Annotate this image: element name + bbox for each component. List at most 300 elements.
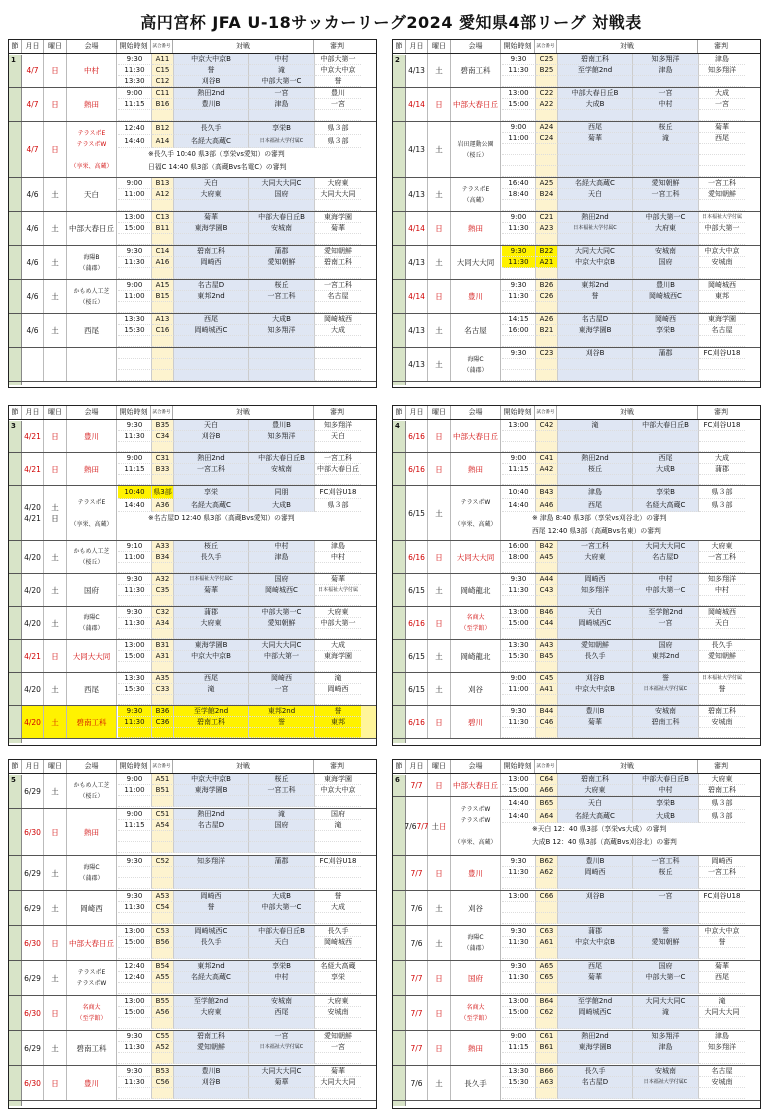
home-team: 岡崎西 (558, 574, 633, 585)
home-team: 享栄 (174, 486, 249, 499)
match-row (118, 1088, 376, 1099)
match-venue: 天白 (67, 178, 117, 211)
home-team: 東邦2nd (174, 961, 249, 972)
home-team: 豊川B (558, 856, 633, 867)
match-row (502, 110, 760, 121)
home-team: 天白 (174, 178, 249, 189)
away-team: 一宮 (249, 88, 315, 99)
match-id: B16 (152, 99, 174, 110)
home-team: 蒲郡 (558, 926, 633, 937)
home-team (558, 913, 633, 924)
match-row (118, 1018, 376, 1029)
kickoff-time: 15:00 (502, 618, 536, 629)
match-row (118, 420, 376, 431)
referee-team: 知多翔洋 (315, 420, 361, 431)
kickoff-time (118, 948, 152, 959)
match-id: A22 (536, 99, 558, 110)
match-weekday (44, 348, 67, 381)
away-team: 菊華 (249, 1077, 315, 1088)
match-id (152, 867, 174, 878)
referee-team: 西尾 (699, 133, 745, 144)
away-team (633, 442, 699, 453)
match-date: 4/13 (406, 54, 428, 87)
header-cell: 曜日 (44, 760, 67, 773)
home-team (174, 662, 249, 672)
match-id (536, 359, 558, 370)
match-rows (502, 891, 760, 925)
referee-team (699, 728, 745, 738)
referee-team (315, 268, 361, 279)
away-team (633, 268, 699, 279)
kickoff-time: 13:00 (502, 420, 536, 431)
kickoff-time (502, 1053, 536, 1064)
referee-team: 岡崎城西 (699, 280, 745, 291)
header-cell: 会場 (451, 760, 501, 773)
match-id (536, 200, 558, 211)
away-team (249, 234, 315, 245)
match-id: A11 (152, 54, 174, 65)
home-team: 大府東 (558, 785, 633, 796)
match-weekday: 土 (44, 574, 67, 606)
match-id: C14 (152, 246, 174, 257)
away-team (633, 878, 699, 889)
match-rows (502, 541, 760, 573)
match-id (152, 1053, 174, 1064)
kickoff-time (118, 200, 152, 211)
match-id: C62 (536, 1007, 558, 1018)
match-id: A35 (152, 673, 174, 684)
match-venue: 熱田 (67, 809, 117, 855)
referee-team: 愛知朝鮮 (699, 189, 745, 200)
referee-note: 日福C 14:40 県3部（高蔵Bvs名電C）の審判 (148, 163, 287, 171)
kickoff-time: 13:30 (502, 1066, 536, 1077)
match-row (118, 336, 376, 347)
away-team: 享栄B (633, 486, 699, 499)
kickoff-time: 11:30 (502, 937, 536, 948)
kickoff-time (502, 563, 536, 573)
match-id (536, 144, 558, 155)
match-weekday: 土 (44, 314, 67, 347)
match-date: 7/7 (406, 996, 428, 1030)
kickoff-time: 12:40 (118, 972, 152, 983)
match-rows (118, 453, 376, 485)
referee-team: 名古屋 (315, 291, 361, 302)
home-team (174, 867, 249, 878)
kickoff-time (502, 902, 536, 913)
referee-team: 誉 (699, 684, 745, 695)
referee-team (699, 110, 745, 121)
home-team: 豊川B (174, 1066, 249, 1077)
home-team: 東海学園B (174, 785, 249, 796)
match-id: C21 (536, 212, 558, 223)
home-team (174, 442, 249, 452)
match-rows (502, 797, 760, 855)
match-id (152, 629, 174, 639)
match-rows (502, 706, 760, 738)
match-date: 4/21 (22, 640, 44, 672)
referee-team: FC刈谷U18 (699, 891, 745, 902)
referee-team: 大成 (315, 325, 361, 336)
home-team (174, 878, 249, 889)
match-id: A21 (536, 257, 558, 268)
match-venue: テラスポE （享栄、高蔵） (67, 486, 117, 540)
match-venue: 西尾 (67, 314, 117, 347)
match-rows (502, 280, 760, 313)
match-id: B22 (536, 246, 558, 257)
kickoff-time (118, 359, 152, 370)
kickoff-time: 11:30 (502, 223, 536, 234)
away-team: 中村 (633, 99, 699, 110)
referee-team (315, 1018, 361, 1029)
home-team (558, 166, 633, 177)
referee-team: 大成 (315, 902, 361, 913)
away-team: 岡崎城西C (633, 291, 699, 302)
match-row (118, 563, 376, 573)
kickoff-time (502, 234, 536, 245)
header-cell: 曜日 (44, 406, 67, 419)
home-team: 熱田2nd (558, 1031, 633, 1042)
match-row (118, 574, 376, 585)
match-rows (118, 926, 376, 960)
match-row (118, 65, 376, 76)
match-id: A51 (152, 774, 174, 785)
header-cell: 審判 (330, 42, 344, 50)
referee-team: 中京大中京 (315, 785, 361, 796)
away-team (633, 234, 699, 245)
schedule-panel-sec5 (8, 759, 377, 1109)
away-team: 滝 (249, 65, 315, 76)
home-team (174, 596, 249, 606)
block-list (9, 420, 376, 739)
kickoff-time: 14:40 (502, 797, 536, 810)
match-venue: 豊川 (67, 420, 117, 452)
match-id (536, 948, 558, 959)
referee-team (315, 442, 361, 452)
referee-team (699, 76, 745, 87)
kickoff-time: 9:30 (118, 891, 152, 902)
match-id (152, 336, 174, 347)
away-team: 一宮 (633, 891, 699, 902)
kickoff-time: 9:30 (502, 280, 536, 291)
header-cell: 月日 (406, 40, 428, 53)
kickoff-time: 9:30 (118, 607, 152, 618)
home-team (174, 370, 249, 381)
match-id (536, 155, 558, 166)
match-id: A32 (152, 574, 174, 585)
away-team: 一宮 (633, 618, 699, 629)
kickoff-time: 9:10 (118, 541, 152, 552)
match-id: C61 (536, 1031, 558, 1042)
away-team: 岡崎城西C (249, 585, 315, 596)
home-team: 知多翔洋 (174, 856, 249, 867)
match-venue: 豊川 (451, 856, 501, 890)
kickoff-time: 11:30 (502, 867, 536, 878)
match-id: A46 (536, 499, 558, 512)
match-row (118, 926, 376, 937)
match-row (502, 926, 760, 937)
match-id: C43 (536, 585, 558, 596)
match-id (536, 878, 558, 889)
match-id: A52 (152, 1042, 174, 1053)
home-team: 東海学園B (558, 325, 633, 336)
kickoff-time: 15:30 (502, 651, 536, 662)
match-row (502, 257, 760, 268)
match-id: A14 (152, 135, 174, 148)
away-team: 誉 (633, 673, 699, 684)
kickoff-time: 13:00 (502, 891, 536, 902)
match-block (9, 122, 376, 178)
away-team: 享栄B (633, 325, 699, 336)
home-team: 碧南工科 (174, 1031, 249, 1042)
away-team: 蒲郡 (249, 246, 315, 257)
referee-team (315, 348, 361, 359)
match-id: B51 (152, 785, 174, 796)
match-date: 4/6 (22, 280, 44, 313)
away-team: 豊川B (249, 420, 315, 431)
home-team (174, 1053, 249, 1064)
home-team (174, 563, 249, 573)
match-date: 6/30 (22, 996, 44, 1030)
away-team: 東邦2nd (249, 706, 315, 717)
match-id (152, 596, 174, 606)
match-row (118, 618, 376, 629)
referee-team (315, 200, 361, 211)
match-id (536, 902, 558, 913)
match-block (393, 673, 760, 706)
match-row (502, 200, 760, 211)
referee-team: 天白 (315, 431, 361, 442)
home-team (174, 1018, 249, 1029)
match-row (118, 695, 376, 705)
match-id (152, 359, 174, 370)
kickoff-time (118, 302, 152, 313)
referee-team (699, 370, 745, 381)
header-cell: 開始時刻 (501, 40, 535, 53)
match-block (393, 797, 760, 856)
home-team: 西尾 (174, 314, 249, 325)
match-weekday: 土 (44, 673, 67, 705)
referee-team (699, 629, 745, 639)
header-cell: 月日 (406, 406, 428, 419)
match-id: C11 (152, 88, 174, 99)
match-row (502, 552, 760, 563)
away-team: 大成B (633, 810, 699, 823)
match-rows (502, 178, 760, 211)
home-team (558, 76, 633, 87)
away-team: 一宮工科 (249, 785, 315, 796)
referee-team (699, 431, 745, 442)
match-row (502, 302, 760, 313)
kickoff-time: 9:00 (118, 809, 152, 820)
header-cell: 曜日 (44, 40, 67, 53)
referee-team: 滝 (315, 673, 361, 684)
match-rows (118, 774, 376, 808)
away-team (633, 200, 699, 211)
match-id (536, 728, 558, 738)
referee-team (315, 596, 361, 606)
away-team: 大同大大同C (633, 541, 699, 552)
kickoff-time: 14:40 (118, 499, 152, 512)
home-team: 大府東 (174, 618, 249, 629)
kickoff-time: 9:30 (118, 706, 152, 717)
match-id: A42 (536, 464, 558, 475)
home-team: 熱田2nd (174, 88, 249, 99)
match-block (9, 314, 376, 348)
match-row (118, 796, 376, 807)
match-id (152, 348, 174, 359)
kickoff-time (502, 983, 536, 994)
match-weekday: 土 (428, 122, 451, 177)
referee-team: 大同大大同 (315, 1077, 361, 1088)
match-id: B65 (536, 797, 558, 810)
match-venue: 中部大春日丘 (451, 88, 501, 121)
kickoff-time (502, 431, 536, 442)
match-block (9, 856, 376, 891)
match-date: 6/15 (406, 640, 428, 672)
match-id: B62 (536, 856, 558, 867)
away-team (633, 629, 699, 639)
kickoff-time (502, 166, 536, 177)
kickoff-time: 15:00 (502, 785, 536, 796)
match-date: 7/7 (406, 856, 428, 890)
kickoff-time: 13:00 (502, 88, 536, 99)
match-rows (118, 178, 376, 211)
home-team: 中京大中京B (558, 684, 633, 695)
match-block (393, 996, 760, 1031)
match-date: 4/14 (406, 88, 428, 121)
match-weekday: 日 (44, 996, 67, 1030)
kickoff-time: 9:30 (502, 348, 536, 359)
match-row (502, 442, 760, 453)
match-id: C12 (152, 76, 174, 87)
kickoff-time: 9:00 (502, 212, 536, 223)
match-weekday: 日 (44, 926, 67, 960)
match-venue: 大同大大同 (67, 640, 117, 672)
referee-team (315, 878, 361, 889)
match-id: B66 (536, 1066, 558, 1077)
away-team: 西尾 (249, 1007, 315, 1018)
match-id: B36 (152, 706, 174, 717)
match-id: C44 (536, 618, 558, 629)
kickoff-time: 13:00 (118, 996, 152, 1007)
home-team: 刈谷B (558, 673, 633, 684)
referee-team (699, 359, 745, 370)
referee-team: 知多翔洋 (699, 574, 745, 585)
match-id: C54 (152, 902, 174, 913)
home-team: 名古屋D (174, 280, 249, 291)
referee-team (699, 948, 745, 959)
away-team (249, 842, 315, 853)
match-id (536, 1018, 558, 1029)
home-team (174, 983, 249, 994)
match-id (536, 302, 558, 313)
match-row (502, 585, 760, 596)
match-block (9, 1066, 376, 1101)
match-block (9, 88, 376, 122)
home-team (558, 144, 633, 155)
match-block (393, 1066, 760, 1101)
home-team (174, 475, 249, 485)
match-weekday: 土 (44, 891, 67, 925)
home-team: 名経大高蔵C (558, 810, 633, 823)
match-weekday: 日 (428, 541, 451, 573)
section-number: 3 (11, 422, 16, 430)
away-team (633, 695, 699, 705)
referee-team: 菊華 (699, 122, 745, 133)
away-team: 岡崎西 (249, 673, 315, 684)
kickoff-time: 13:00 (118, 640, 152, 651)
kickoff-time: 9:00 (502, 1031, 536, 1042)
match-id (536, 1053, 558, 1064)
match-row (118, 348, 376, 359)
schedule-panel-sec6 (392, 759, 761, 1109)
match-rows (118, 640, 376, 672)
referee-team (699, 1018, 745, 1029)
kickoff-time (502, 913, 536, 924)
match-id (536, 76, 558, 87)
kickoff-time: 11:30 (118, 585, 152, 596)
match-row (118, 629, 376, 639)
away-team: 津島 (249, 552, 315, 563)
match-id: A54 (152, 820, 174, 831)
match-row (502, 1053, 760, 1064)
match-weekday: 土 (44, 1031, 67, 1065)
match-block (393, 891, 760, 926)
match-row (118, 996, 376, 1007)
match-id (536, 431, 558, 442)
home-team (558, 359, 633, 370)
header-cell: 対戦 (557, 406, 698, 419)
kickoff-time: 9:30 (502, 926, 536, 937)
match-id (152, 695, 174, 705)
kickoff-time: 9:00 (118, 453, 152, 464)
match-id: C31 (152, 453, 174, 464)
match-weekday: 日 (44, 1066, 67, 1100)
match-id (152, 796, 174, 807)
referee-team (315, 475, 361, 485)
referee-team: 大府東 (315, 178, 361, 189)
match-block (9, 574, 376, 607)
referee-team (699, 913, 745, 924)
kickoff-time: 9:30 (118, 1031, 152, 1042)
kickoff-time (118, 842, 152, 853)
match-row (118, 541, 376, 552)
kickoff-time: 11:00 (118, 552, 152, 563)
match-row (502, 913, 760, 924)
away-team: 大成B (249, 499, 315, 512)
referee-team (315, 662, 361, 672)
home-team: 誉 (174, 65, 249, 76)
match-row (118, 607, 376, 618)
match-rows (118, 314, 376, 347)
header-cell: 試合番号 (151, 406, 173, 419)
kickoff-time: 9:00 (118, 88, 152, 99)
kickoff-time: 11:15 (502, 1042, 536, 1053)
match-row (502, 88, 760, 99)
match-date: 4/7 (22, 88, 44, 121)
referee-team (699, 475, 745, 485)
kickoff-time: 11:30 (118, 1077, 152, 1088)
match-rows (118, 574, 376, 606)
away-team (633, 983, 699, 994)
away-team: 同朋 (249, 486, 315, 499)
kickoff-time (118, 336, 152, 347)
kickoff-time: 15:30 (118, 325, 152, 336)
header-cell: 曜日 (428, 406, 451, 419)
home-team: 日本福祉大学付属C (558, 223, 633, 234)
away-team (633, 475, 699, 485)
match-block (393, 453, 760, 486)
